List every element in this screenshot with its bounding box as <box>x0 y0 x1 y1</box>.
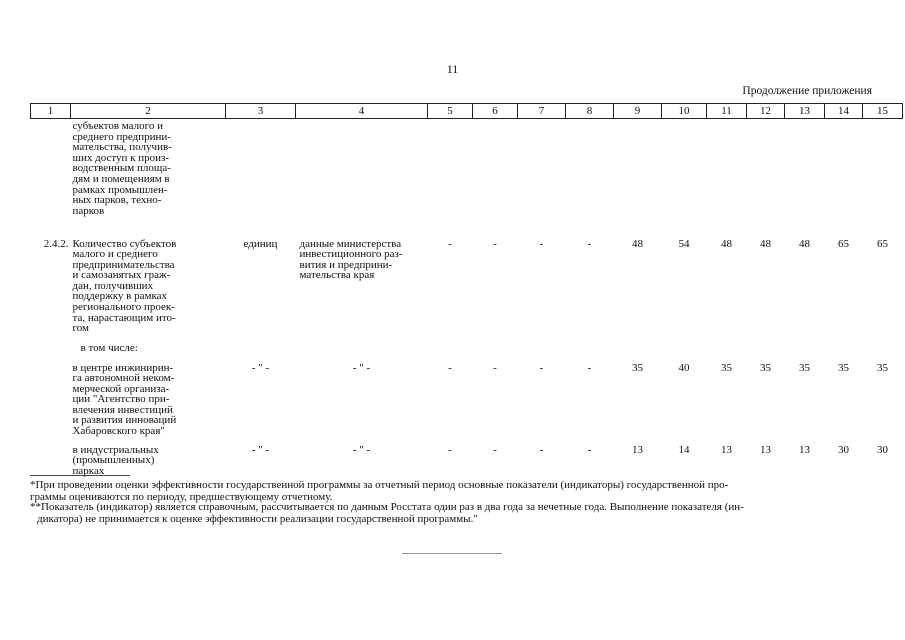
value-cell <box>518 119 566 239</box>
value-cell <box>747 119 785 239</box>
value-cell: - <box>587 443 592 456</box>
unit: - " - <box>251 443 270 456</box>
footnote-2-line-2: дикатора) не принимается к оценке эффективности реализации государственной программы." <box>37 512 478 525</box>
value-cell: 13 <box>760 443 771 456</box>
value-cell: - <box>448 361 452 374</box>
column-header: 2 <box>71 104 226 119</box>
end-divider <box>402 553 502 554</box>
value-cell <box>428 119 473 239</box>
value-cell <box>662 119 707 239</box>
value-cell: - <box>587 237 592 250</box>
column-header: 13 <box>785 104 825 119</box>
value-cell <box>566 119 614 239</box>
value-cell: 30 <box>877 443 888 456</box>
footnote-1-line-2: граммы оцениваются по периоду, предшествующему отчетному. <box>30 490 333 503</box>
value-cell: 35 <box>838 361 849 374</box>
column-header: 9 <box>614 104 662 119</box>
subsection-label: в том числе: <box>80 341 138 354</box>
source: - " - <box>352 361 371 374</box>
value-cell: 65 <box>877 237 888 250</box>
table-row <box>31 445 903 481</box>
continuation-label: Продолжение приложения <box>742 85 872 97</box>
column-header: 1 <box>31 104 71 119</box>
value-cell <box>707 343 747 363</box>
column-header: 6 <box>473 104 518 119</box>
value-cell: 14 <box>678 443 690 456</box>
unit <box>226 119 296 239</box>
value-cell: 48 <box>760 237 771 250</box>
unit <box>226 343 296 363</box>
value-cell <box>747 343 785 363</box>
column-header: 14 <box>825 104 863 119</box>
footnote-2 <box>30 502 872 525</box>
indicator-name: субъектов малого и среднего предприни- мательства, получив- ших доступ к произ- водственным площа- дям и помещениям в рамках промышлен- ных парков, техно- парков <box>72 120 172 217</box>
value-cell <box>428 343 473 363</box>
value-cell: 35 <box>632 361 643 374</box>
value-cell <box>566 343 614 363</box>
indicator-name: в центре инжинирин- га автономной неком- мерческой организа- ции "Агентство при- влечения инвестиций и развития инноваций Хабаровского края" <box>72 361 177 438</box>
value-cell: - <box>448 443 452 456</box>
value-cell: 35 <box>799 361 810 374</box>
indicators-table <box>30 103 903 481</box>
source: - " - <box>352 443 371 456</box>
source <box>296 119 428 239</box>
indicator-name: в индустриальных (промышленных) парках <box>72 443 159 477</box>
value-cell: 13 <box>799 443 810 456</box>
value-cell: - <box>587 361 592 374</box>
source: данные министерства инвестиционного раз- вития и предприни- мательства края <box>299 237 403 282</box>
row-number: 2.4.2. <box>43 237 69 250</box>
value-cell <box>707 119 747 239</box>
value-cell <box>825 343 863 363</box>
column-header: 5 <box>428 104 473 119</box>
column-header: 10 <box>662 104 707 119</box>
column-header: 4 <box>296 104 428 119</box>
value-cell: 54 <box>678 237 690 250</box>
value-cell <box>785 343 825 363</box>
table-row <box>31 343 903 363</box>
column-header: 7 <box>518 104 566 119</box>
column-header: 11 <box>707 104 747 119</box>
column-header: 15 <box>863 104 903 119</box>
unit: - " - <box>251 361 270 374</box>
value-cell <box>662 343 707 363</box>
column-header: 3 <box>226 104 296 119</box>
table-row <box>31 239 903 343</box>
unit: единиц <box>243 237 278 250</box>
value-cell: 30 <box>838 443 849 456</box>
value-cell: 65 <box>838 237 849 250</box>
value-cell <box>825 119 863 239</box>
value-cell <box>785 119 825 239</box>
value-cell <box>518 343 566 363</box>
value-cell: 48 <box>799 237 810 250</box>
value-cell <box>473 119 518 239</box>
value-cell: 40 <box>678 361 690 374</box>
value-cell <box>614 343 662 363</box>
value-cell: - <box>493 361 497 374</box>
value-cell: 48 <box>632 237 643 250</box>
row-number <box>31 119 71 239</box>
value-cell: - <box>493 443 497 456</box>
value-cell: 13 <box>721 443 732 456</box>
value-cell: 35 <box>760 361 771 374</box>
row-number <box>31 363 71 445</box>
value-cell: 48 <box>721 237 732 250</box>
value-cell: - <box>539 443 544 456</box>
value-cell: - <box>493 237 497 250</box>
value-cell: 13 <box>632 443 643 456</box>
value-cell: - <box>448 237 452 250</box>
value-cell: 35 <box>721 361 732 374</box>
table-row <box>31 363 903 445</box>
value-cell <box>614 119 662 239</box>
footnote-divider <box>30 475 130 476</box>
value-cell: - <box>539 361 544 374</box>
page-number: 11 <box>446 62 459 76</box>
source <box>296 343 428 363</box>
footnote-1-line-1: *При проведении оценки эффективности государственной программы за отчетный период основные показатели (индикаторы) государственной про- <box>30 479 729 491</box>
column-header: 12 <box>747 104 785 119</box>
value-cell: - <box>539 237 544 250</box>
value-cell <box>863 343 903 363</box>
footnote-1 <box>30 480 872 503</box>
footnote-2-line-1: **Показатель (индикатор) является справочным, рассчитывается по данным Росстата один раз в два года за нечетные года. Выполнение показателя (ин- <box>30 501 744 513</box>
indicator-name: Количество субъектов малого и среднего предпринимательства и самозанятых граж- дан, получивших поддержку в рамках регионального проек- та, нарастающим ито- гом <box>72 237 177 335</box>
row-number <box>31 343 71 363</box>
table-header-row <box>31 104 903 119</box>
value-cell <box>473 343 518 363</box>
value-cell <box>863 119 903 239</box>
value-cell: 35 <box>877 361 888 374</box>
column-header: 8 <box>566 104 614 119</box>
table-row <box>31 119 903 239</box>
